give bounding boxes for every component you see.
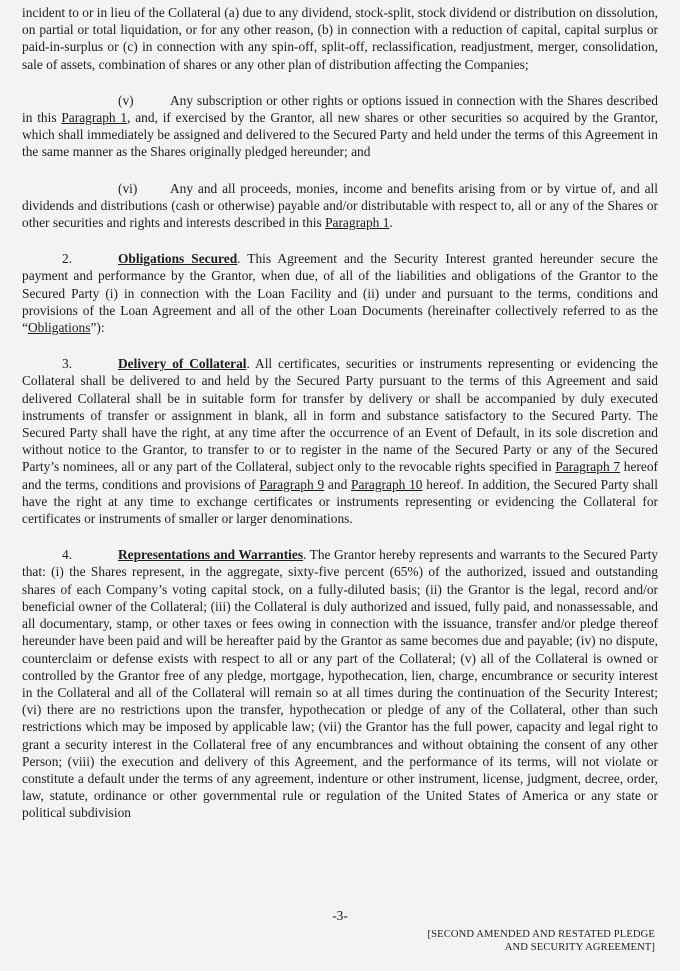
paragraph-text: ”): <box>90 320 105 336</box>
paragraph-sub-vi <box>22 180 658 232</box>
paragraph-reference-link: Paragraph 7 <box>555 459 621 475</box>
footer-legend-line: [SECOND AMENDED AND RESTATED PLEDGE <box>427 929 655 940</box>
section-number: 4. <box>62 547 73 563</box>
paragraph-reference-link: Paragraph 1 <box>61 110 128 126</box>
section-2-obligations-secured <box>22 250 658 336</box>
paragraph-text: Any and all proceeds, monies, income and benefits arising from or by virtue of, and all dividends and distributions (cash or otherwise) payable and/or distributable with respect to, all or any of the Shares or other securities and rights and interests described in this <box>22 180 658 231</box>
clause-label: (v) <box>118 92 134 108</box>
paragraph-reference-link: Paragraph 9 <box>259 476 325 492</box>
paragraph-sub-v <box>22 92 658 161</box>
clause-label: (vi) <box>118 180 138 196</box>
paragraph-text: incident to or in lieu of the Collateral (a) due to any dividend, stock-split, stock dividend or distribution on dissolution, on partial or total liquidation, or for any other reason, (b) in connection with a reduction of capital, capital surplus or paid-in-surplus or (c) in connection with any spin-off, split-off, reclassification, readjustment, merger, consolidation, sale of assets, combination of shares or any other plan of distribution affecting the Companies; <box>22 5 658 72</box>
paragraph-text: hereof. In addition, the Secured Party shall have the right at any time to exchange certificates or instruments representing or evidencing the Collateral for certificates or instruments of smaller or larger denominations. <box>22 476 658 527</box>
section-number: 2. <box>62 251 73 267</box>
paragraph-text: . All certificates, securities or instruments representing or evidencing the Collateral shall be delivered to and held by the Secured Party pursuant to the terms of this Agreement and said delivered Collateral shall be in suitable form for transfer by delivery or shall be accompanied by duly executed instruments of transfer or assignment in blank, all in form and substance satisfactory to the Secured Party. The Secured Party shall have the right, at any time after the occurrence of an Event of Default, in its sole discretion and without notice to the Grantor, to transfer to or to register in the name of the Secured Party or any of the Secured Party’s nominees, all or any part of the Collateral, subject only to the revocable rights specified in <box>22 356 658 475</box>
paragraph-text: . The Grantor hereby represents and warrants to the Secured Party that: (i) the Shares represent, in the aggregate, sixty-five percent (65%) of the authorized, issued and outstanding shares of each Company’s voting capital stock, on a fully-diluted basis; (ii) the Grantor is the legal, record and/or beneficial owner of the Collateral; (iii) the Collateral is duly authorized and issued, fully paid, and nonassessable, and all documentary, stamp, or other taxes or fees owing in connection with the issuance, transfer and/or pledge thereof hereunder have been paid and will be hereafter paid by the Grantor as same becomes due and payable; (iv) no dispute, counterclaim or defense exists with respect to all or any part of the Collateral; (v) all of the Collateral is owned or controlled by the Grantor free of any pledge, mortgage, hypothecation, lien, charge, encumbrance or security interest in the Collateral and all of the Collateral will remain so at all times during the continuation of the Security Interest; (vi) there are no restrictions upon the transfer, hypothecation or pledge of any of the Collateral, other than such restrictions which may be imposed by applicable law; (vii) the Grantor has the full power, capacity and legal right to grant a security interest in the Collateral free of any encumbrances and without obtaining the consent of any other Person; (viii) the execution and delivery of this Agreement, and the performance of its terms, will not violate or constitute a default under the terms of any agreement, indenture or other instrument, license, judgment, decree, order, law, statute, ordinance or other governmental rule or regulation of the United States of America or any state or political subdivision <box>22 547 658 821</box>
footer-legend-line: AND SECURITY AGREEMENT] <box>504 942 655 953</box>
section-heading: Obligations Secured <box>118 251 238 267</box>
defined-term: Obligations <box>27 320 91 336</box>
page-number: -3- <box>332 908 348 923</box>
paragraph-text: Any subscription or other rights or options issued in connection with the Shares described in this <box>22 92 658 126</box>
section-4-representations-and-warranties <box>22 546 658 821</box>
section-heading: Representations and Warranties <box>118 547 304 563</box>
paragraph-reference-link: Paragraph 10 <box>351 476 423 492</box>
section-number: 3. <box>62 356 73 372</box>
paragraph-text: . <box>389 215 393 231</box>
paragraph-text: and <box>324 476 352 492</box>
paragraph-intro-continuation <box>22 4 658 73</box>
section-3-delivery-of-collateral <box>22 355 658 527</box>
section-heading: Delivery of Collateral <box>118 356 247 372</box>
paragraph-text: hereof and the terms, conditions and provisions of <box>22 459 658 492</box>
document-footer-legend <box>428 928 655 954</box>
paragraph-text: . This Agreement and the Security Interest granted hereunder secure the payment and performance by the Grantor, when due, of all of the liabilities and obligations of the Grantor to the Secured Party (i) in connection with the Loan Facility and (ii) under and pursuant to the terms, conditions and provisions of the Loan Agreement and all of the other Loan Documents (hereinafter collectively referred to as the “ <box>22 251 659 336</box>
paragraph-text: , and, if exercised by the Grantor, all new shares or other securities so acquired by the Grantor, which shall immediately be assigned and delivered to the Secured Party and held under the terms of this Agreement in the same manner as the Shares originally pledged hereunder; and <box>22 110 658 160</box>
paragraph-reference-link: Paragraph 1 <box>325 215 390 231</box>
